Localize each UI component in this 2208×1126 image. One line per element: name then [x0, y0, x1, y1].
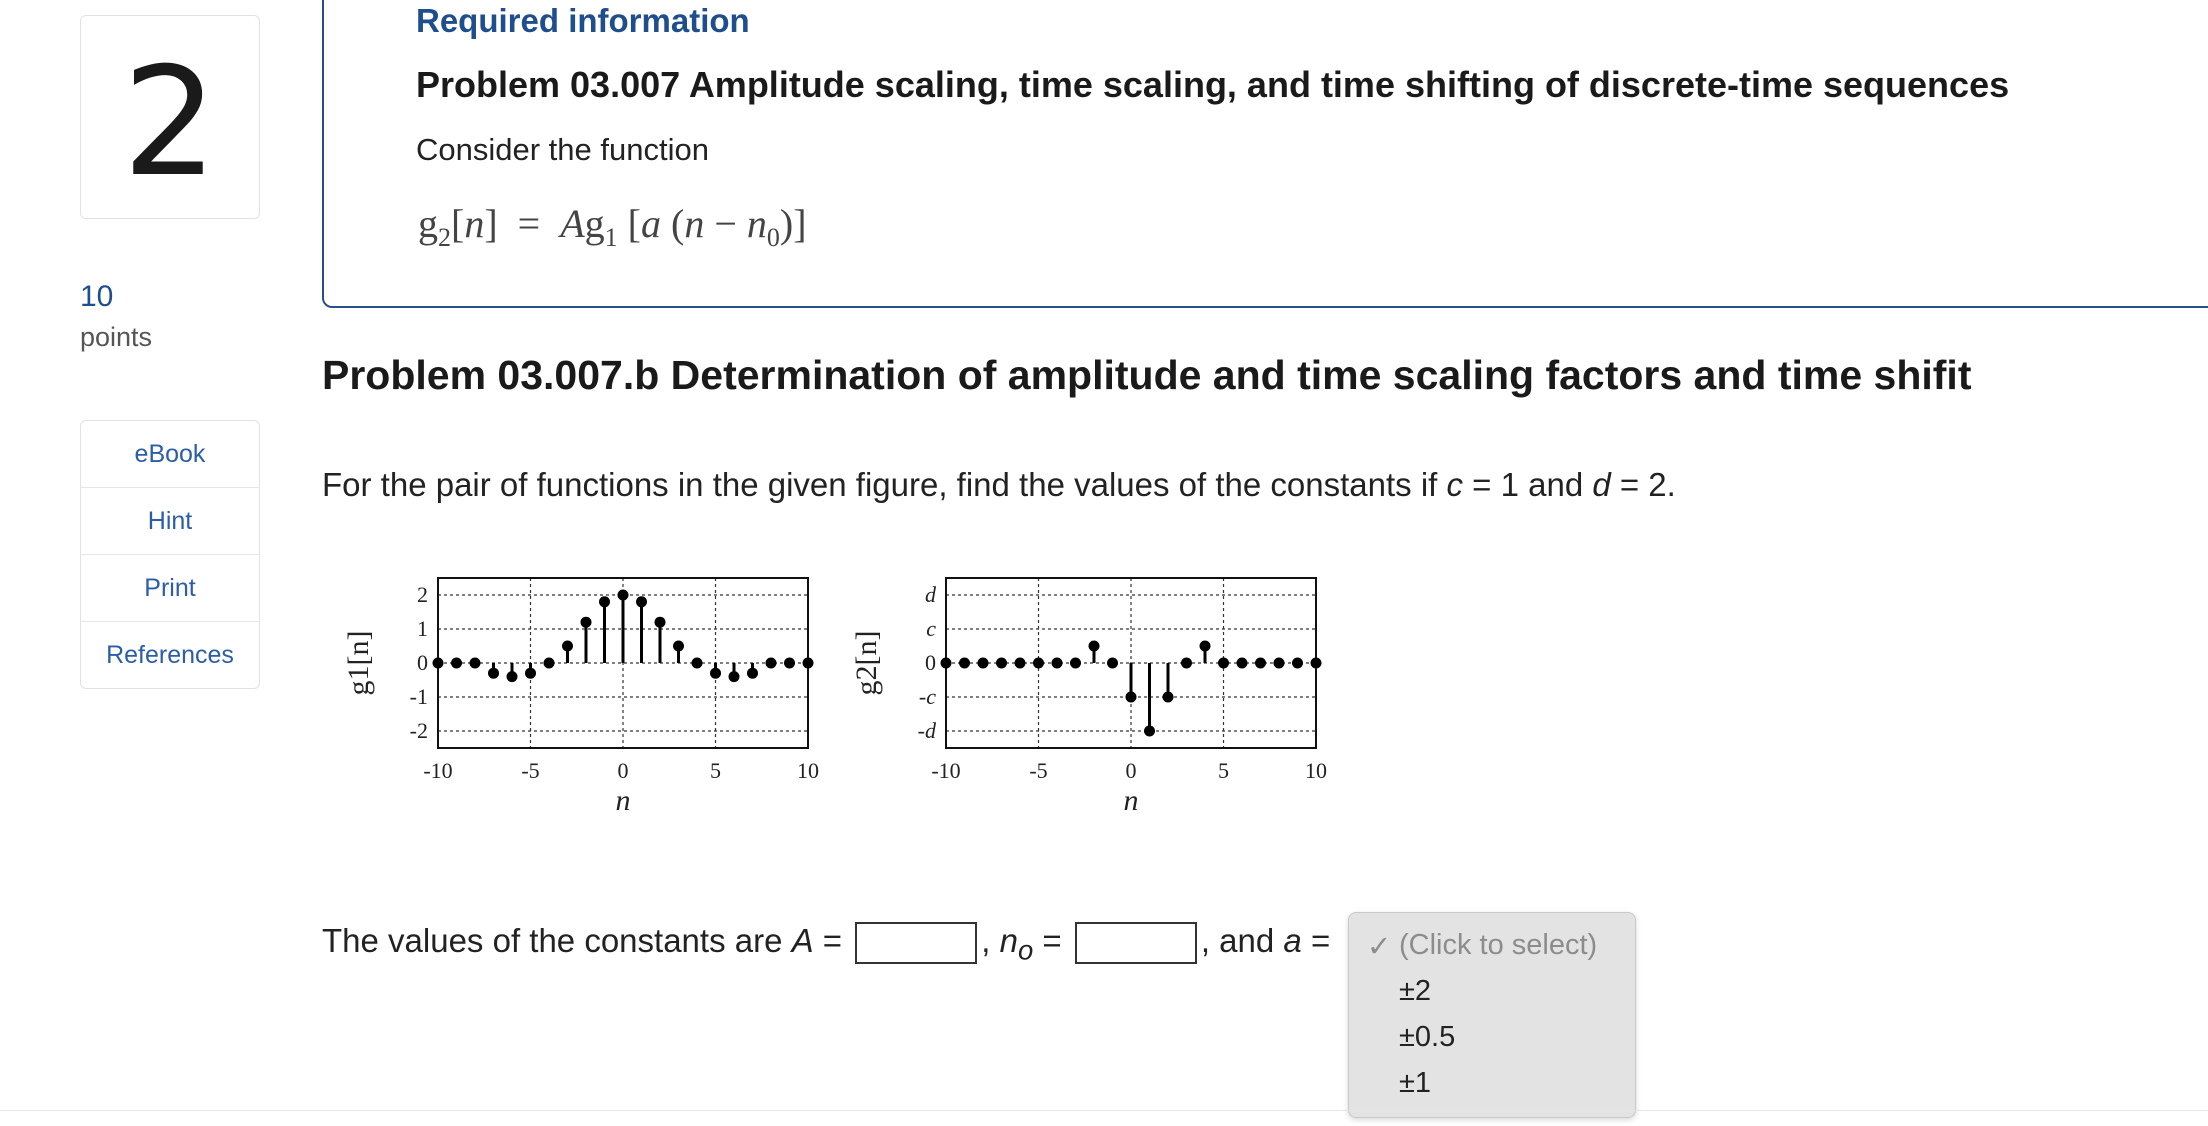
stem-marker [581, 617, 592, 628]
y-tick-label: -d [917, 718, 936, 743]
required-info-heading: Required information [416, 2, 750, 39]
consider-text: Consider the function [416, 132, 709, 167]
y-tick-label: 1 [417, 616, 428, 641]
stem-marker [1311, 658, 1322, 669]
stem-marker [673, 641, 684, 652]
x-axis-label: n [615, 784, 631, 817]
stem-marker [1052, 658, 1063, 669]
dropdown-option-0-5[interactable]: ±0.5 [1399, 1021, 1456, 1053]
answer-prefix: The values of the constants are [322, 922, 792, 959]
x-tick-label: -5 [1029, 758, 1048, 783]
instruction-prefix: For the pair of functions in the given figure, find the values of the constants if [322, 466, 1447, 503]
stem-marker [599, 596, 610, 607]
x-tick-label: 0 [617, 758, 629, 783]
part-title: Problem 03.007.b Determination of amplitude and time scaling factors and time shifit [322, 352, 1972, 398]
stem-marker [618, 590, 629, 601]
ebook-link[interactable]: eBook [81, 421, 259, 488]
stem-marker [470, 658, 481, 669]
stem-marker [692, 658, 703, 669]
stem-marker [710, 668, 721, 679]
stem-marker [784, 658, 795, 669]
stem-marker [1070, 658, 1081, 669]
instruction-text: For the pair of functions in the given figure, find the values of the constants if c = 1 and d = 2. [322, 466, 1676, 503]
stem-marker [959, 658, 970, 669]
stem-marker [433, 658, 444, 669]
y-tick-label: 0 [417, 650, 428, 675]
y-tick-label: c [926, 616, 936, 641]
stem-marker [1107, 658, 1118, 669]
side-menu [80, 420, 260, 689]
y-tick-label: -c [918, 684, 936, 709]
references-link[interactable]: References [106, 641, 234, 669]
stem-marker [1126, 692, 1137, 703]
points-label: points [80, 322, 153, 352]
question-number: 2 [122, 36, 218, 210]
stem-marker [544, 658, 555, 669]
y-tick-label: -2 [409, 718, 428, 743]
instruction-suffix: . [1666, 466, 1676, 503]
stem-marker [1237, 658, 1248, 669]
stem-marker [1218, 658, 1229, 669]
stem-marker [1181, 658, 1192, 669]
stem-marker [525, 668, 536, 679]
hint-link[interactable]: Hint [81, 488, 259, 555]
y-tick-label: 2 [417, 582, 428, 607]
answer-line: The values of the constants are A = , $n_o$ = , and a = [322, 922, 1331, 966]
stem-marker [729, 671, 740, 682]
x-tick-label: -10 [931, 758, 961, 783]
stem-marker [451, 658, 462, 669]
y-tick-label: d [925, 582, 936, 607]
x-tick-label: 10 [1305, 758, 1327, 783]
answer-and-text: , and [1200, 922, 1284, 959]
x-tick-label: -10 [423, 758, 453, 783]
stem-marker [562, 641, 573, 652]
stem-plots-figure [336, 568, 1336, 848]
x-tick-label: 10 [797, 758, 819, 783]
stem-marker [996, 658, 1007, 669]
x-tick-label: 5 [1218, 758, 1229, 783]
stem-marker [1033, 658, 1044, 669]
scale-factor-dropdown[interactable] [1348, 912, 1636, 1118]
stem-marker [1255, 658, 1266, 669]
y-axis-label: g1[n] [342, 630, 375, 696]
stem-marker [636, 596, 647, 607]
problem-title: Problem 03.007 Amplitude scaling, time scaling, and time shifting of discrete-time sequences [416, 64, 2010, 105]
answer-a-input[interactable] [855, 922, 977, 964]
stem-marker [655, 617, 666, 628]
y-tick-label: 0 [925, 650, 936, 675]
print-link[interactable]: Print [81, 555, 259, 622]
y-axis-label: g2[n] [850, 630, 883, 696]
x-axis-label: n [1123, 784, 1139, 817]
function-formula: $g_2[n] = Ag_1$ [a $(n - n_0)$] [418, 201, 807, 252]
stem-marker [488, 668, 499, 679]
question-number-box [80, 15, 260, 219]
stem-marker [1274, 658, 1285, 669]
dropdown-option-1[interactable]: ±1 [1399, 1067, 1432, 1099]
x-tick-label: -5 [521, 758, 540, 783]
stem-marker [1015, 658, 1026, 669]
stem-marker [747, 668, 758, 679]
answer-n0-input[interactable] [1075, 922, 1197, 964]
stem-marker [941, 658, 952, 669]
stem-marker [1200, 641, 1211, 652]
bottom-divider [0, 1110, 2208, 1111]
x-tick-label: 0 [1125, 758, 1137, 783]
stem-marker [803, 658, 814, 669]
stem-marker [1163, 692, 1174, 703]
stem-marker [766, 658, 777, 669]
stem-marker [1089, 641, 1100, 652]
dropdown-option-2[interactable]: ±2 [1399, 975, 1432, 1007]
x-tick-label: 5 [710, 758, 721, 783]
stem-marker [1292, 658, 1303, 669]
check-icon: ✓ [1367, 931, 1392, 963]
points-value: 10 [80, 280, 114, 313]
stem-marker [978, 658, 989, 669]
stem-marker [507, 671, 518, 682]
stem-marker [1144, 726, 1155, 737]
y-tick-label: -1 [409, 684, 428, 709]
dropdown-placeholder[interactable]: (Click to select) [1399, 929, 1598, 961]
